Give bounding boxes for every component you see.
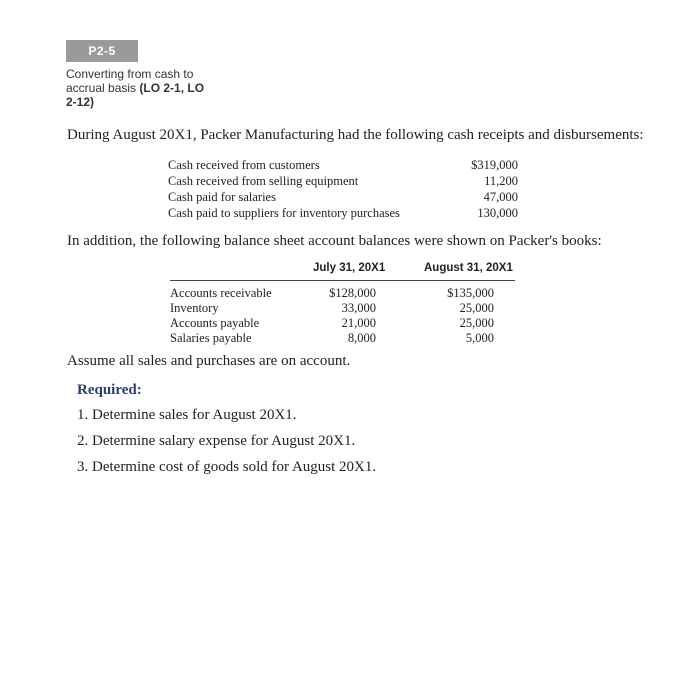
- side-caption: [66, 67, 216, 109]
- balance-label: Accounts payable: [170, 316, 260, 330]
- required-item: 2. Determine salary expense for August 20X1.: [77, 433, 356, 449]
- balance-august: 5,000: [465, 331, 494, 345]
- balance-label: Accounts receivable: [170, 286, 272, 300]
- balance-august: 25,000: [459, 316, 494, 330]
- cash-item-label: Cash paid for salaries: [168, 190, 276, 204]
- balance-label: Salaries payable: [170, 331, 252, 345]
- required-item: 1. Determine sales for August 20X1.: [77, 407, 297, 423]
- header-july: July 31, 20X1: [313, 262, 386, 274]
- cash-item-amount: $319,000: [471, 158, 518, 172]
- balance-label: Inventory: [170, 301, 219, 315]
- balance-july: 33,000: [341, 301, 376, 315]
- balance-july: 8,000: [347, 331, 376, 345]
- balance-july: $128,000: [329, 286, 376, 300]
- balance-august: $135,000: [447, 286, 494, 300]
- required-heading: Required:: [77, 382, 142, 398]
- problem-number-badge: P2-5: [66, 40, 138, 62]
- side-title: Converting from cash to accrual basis: [66, 67, 194, 95]
- header-august: August 31, 20X1: [424, 262, 513, 274]
- learning-objectives: (LO 2-1, LO 2-12): [66, 81, 205, 109]
- cash-item-amount: 11,200: [484, 174, 518, 188]
- balance-august: 25,000: [459, 301, 494, 315]
- intro-paragraph: During August 20X1, Packer Manufacturing had the following cash receipts and disbursements:: [67, 127, 644, 143]
- balance-july: 21,000: [341, 316, 376, 330]
- cash-item-amount: 130,000: [477, 206, 518, 220]
- assumption-text: Assume all sales and purchases are on account.: [67, 353, 351, 369]
- cash-item-label: Cash paid to suppliers for inventory purchases: [168, 206, 400, 220]
- required-item: 3. Determine cost of goods sold for August 20X1.: [77, 459, 377, 475]
- cash-item-label: Cash received from selling equipment: [168, 174, 359, 188]
- balance-intro-paragraph: In addition, the following balance sheet account balances were shown on Packer's books:: [67, 233, 602, 249]
- cash-item-amount: 47,000: [483, 190, 518, 204]
- table-header-rule: [170, 280, 515, 281]
- cash-item-label: Cash received from customers: [168, 158, 320, 172]
